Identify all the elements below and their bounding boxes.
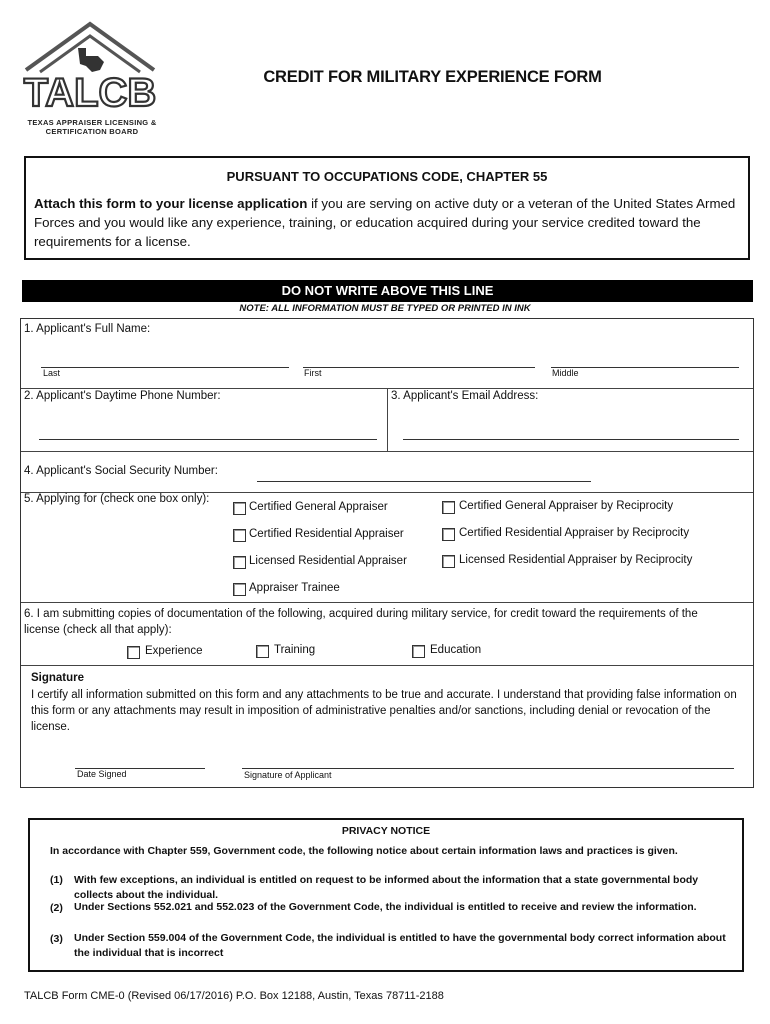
option-cert-general: Certified General Appraiser [249,501,388,513]
checkbox-trainee[interactable] [233,583,246,596]
privacy-item-2: Under Sections 552.021 and 552.023 of the Government Code, the individual is entitled to receive and review the information. [74,901,697,913]
ink-note: NOTE: ALL INFORMATION MUST BE TYPED OR PRINTED IN INK [239,303,531,314]
form-title: CREDIT FOR MILITARY EXPERIENCE FORM [263,68,602,86]
option-education: Education [430,644,482,656]
privacy-heading: PRIVACY NOTICE [341,825,431,837]
phone-field[interactable] [39,439,377,440]
name-label: 1. Applicant's Full Name: [24,323,151,335]
option-trainee: Appraiser Trainee [249,582,340,594]
privacy-intro: In accordance with Chapter 559, Government code, the following notice about certain information laws and practices is given. [50,845,678,857]
signature-text: I certify all information submitted on this form and any attachments to be true and accurate. I understand that providing false information on this form or any attachments may result in imposition of administrative penalties and/or sanctions, including denial or revocation of the license. [31,689,737,733]
option-lic-residential-reciprocity: Licensed Residential Appraiser by Reciprocity [459,554,693,566]
application-form [20,318,754,788]
form-footer: TALCB Form CME-0 (Revised 06/17/2016) P.O. Box 12188, Austin, Texas 78711-2188 [24,990,444,1002]
intro-heading: PURSUANT TO OCCUPATIONS CODE, CHAPTER 55 [226,169,548,184]
email-field[interactable] [403,439,739,440]
signature-heading: Signature [31,672,85,684]
email-label: 3. Applicant's Email Address: [391,390,539,402]
option-lic-residential: Licensed Residential Appraiser [249,555,407,567]
intro-text: Attach this form to your license application if you are serving on active duty or a veteran of the United States Armed Forces and you would like any experience, training, or education acquired during your service credited toward the requirements for a license. [34,196,736,249]
option-cert-residential-reciprocity: Certified Residential Appraiser by Reciprocity [459,527,690,539]
first-name-field[interactable] [303,367,535,368]
checkbox-cert-residential-reciprocity[interactable] [442,528,455,541]
logo-text: TALCB [23,71,157,115]
first-caption: First [304,368,322,378]
date-signed-caption: Date Signed [77,769,127,779]
privacy-item-1: With few exceptions, an individual is entitled on request to be informed about the information that a state governmental body collects about the individual. [74,874,699,901]
privacy-item-3-number: (3) [50,933,63,945]
intro-box [24,156,750,260]
checkbox-training[interactable] [256,645,269,658]
checkbox-cert-residential[interactable] [233,529,246,542]
ssn-field[interactable] [257,481,591,482]
checkbox-experience[interactable] [127,646,140,659]
phone-label: 2. Applicant's Daytime Phone Number: [24,390,221,402]
signature-caption: Signature of Applicant [244,770,332,780]
checkbox-lic-residential[interactable] [233,556,246,569]
do-not-write-bar: DO NOT WRITE ABOVE THIS LINE [22,280,753,302]
documentation-label: 6. I am submitting copies of documentation of the following, acquired during military service, for credit toward the requirements of the license (check all that apply): [24,608,698,636]
privacy-item-1-number: (1) [50,874,63,886]
last-caption: Last [43,368,61,378]
checkbox-education[interactable] [412,645,425,658]
middle-caption: Middle [552,368,579,378]
option-cert-residential: Certified Residential Appraiser [249,528,404,540]
option-training: Training [274,644,316,656]
privacy-item-3: Under Section 559.004 of the Government Code, the individual is entitled to have the governmental body correct information about the individual that is incorrect [74,932,726,959]
option-cert-general-reciprocity: Certified General Appraiser by Reciprocity [459,500,674,512]
checkbox-lic-residential-reciprocity[interactable] [442,555,455,568]
checkbox-cert-general[interactable] [233,502,246,515]
applying-label: 5. Applying for (check one box only): [24,493,210,505]
checkbox-cert-general-reciprocity[interactable] [442,501,455,514]
privacy-notice [28,818,744,972]
middle-name-field[interactable] [551,367,739,368]
last-name-field[interactable] [41,367,289,368]
signature-field[interactable] [242,768,734,769]
privacy-item-2-number: (2) [50,902,63,914]
option-experience: Experience [145,645,203,657]
logo-subtitle: TEXAS APPRAISER LICENSING & CERTIFICATION BOARD [27,118,157,136]
ssn-label: 4. Applicant's Social Security Number: [24,465,218,477]
